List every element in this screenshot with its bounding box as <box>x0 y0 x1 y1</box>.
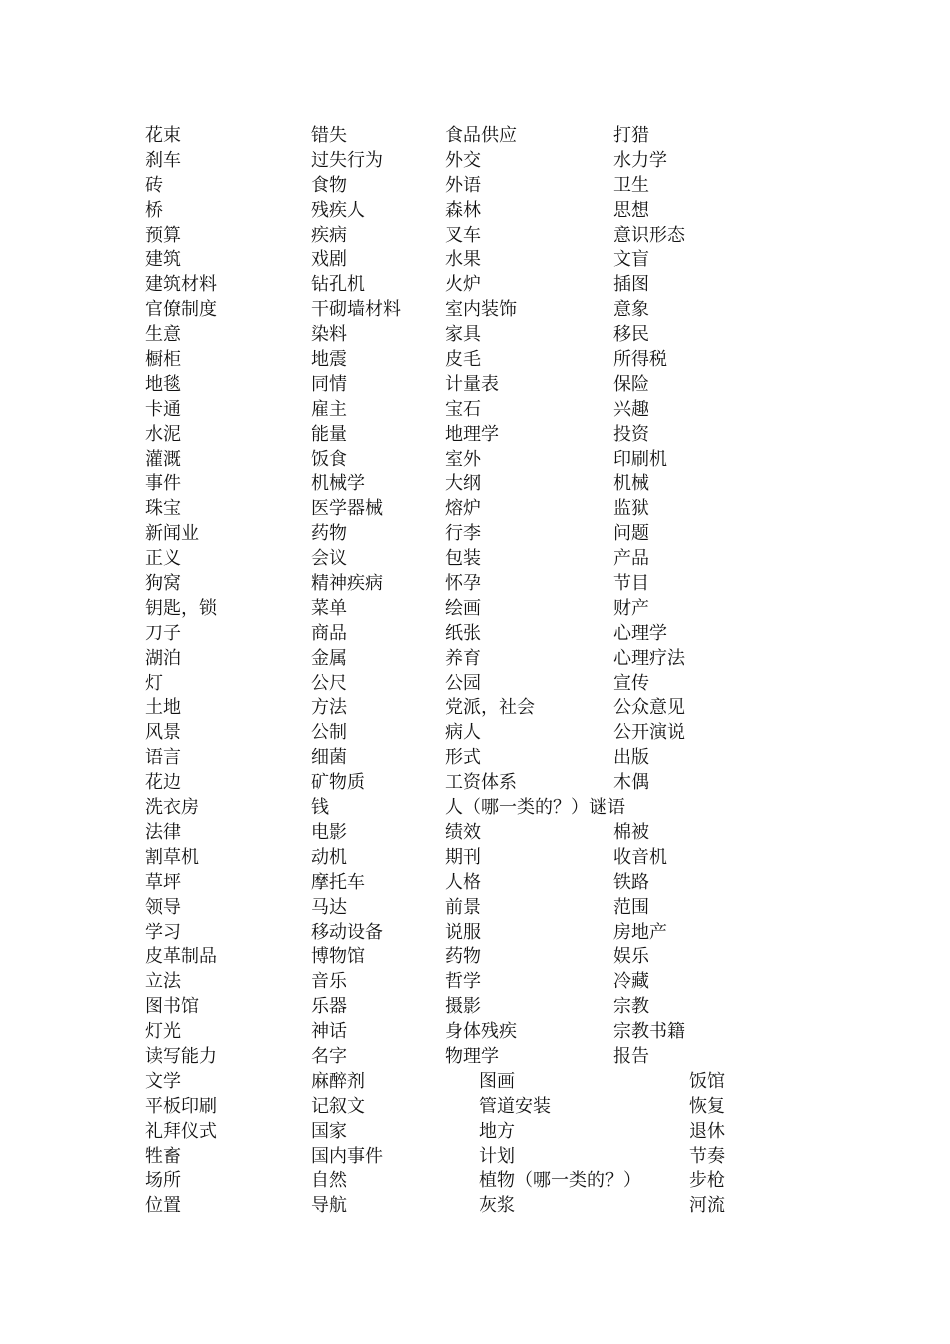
word-cell: 语言 <box>145 747 181 769</box>
word-cell: 名字 <box>311 1045 347 1067</box>
word-cell: 染料 <box>311 324 347 346</box>
word-cell: 保险 <box>613 373 649 395</box>
word-cell: 立法 <box>145 971 181 993</box>
word-row <box>145 647 785 672</box>
word-cell: 皮革制品 <box>145 946 217 968</box>
word-row <box>145 921 785 946</box>
word-cell: 地震 <box>311 349 347 371</box>
word-cell: 药物 <box>445 946 481 968</box>
word-cell: 同情 <box>311 373 347 395</box>
word-cell: 意识形态 <box>613 224 685 246</box>
word-cell: 水果 <box>445 249 481 271</box>
word-cell: 宝石 <box>445 398 481 420</box>
word-row <box>145 1095 785 1120</box>
word-cell: 残疾人 <box>311 199 365 221</box>
word-row <box>145 1145 785 1170</box>
word-cell: 平板印刷 <box>145 1095 217 1117</box>
word-cell: 灌溉 <box>145 448 181 470</box>
word-cell: 工资体系 <box>445 772 517 794</box>
word-cell: 思想 <box>613 199 649 221</box>
word-row <box>145 1045 785 1070</box>
word-cell: 管道安装 <box>479 1095 551 1117</box>
word-row <box>145 423 785 448</box>
word-cell: 饭食 <box>311 448 347 470</box>
word-cell: 期刊 <box>445 846 481 868</box>
word-row <box>145 273 785 298</box>
word-row <box>145 248 785 273</box>
word-row <box>145 323 785 348</box>
word-row <box>145 821 785 846</box>
word-row <box>145 970 785 995</box>
word-cell: 木偶 <box>613 772 649 794</box>
word-cell: 地毯 <box>145 373 181 395</box>
word-cell: 戏剧 <box>311 249 347 271</box>
word-cell: 博物馆 <box>311 946 365 968</box>
word-cell: 房地产 <box>613 921 667 943</box>
word-cell: 宗教 <box>613 996 649 1018</box>
word-cell: 机械 <box>613 473 649 495</box>
word-cell: 礼拜仪式 <box>145 1120 217 1142</box>
word-cell: 钱 <box>311 797 329 819</box>
word-cell: 橱柜 <box>145 349 181 371</box>
word-cell: 砖 <box>145 174 163 196</box>
word-cell: 国家 <box>311 1120 347 1142</box>
word-cell: 建筑 <box>145 249 181 271</box>
word-row <box>145 771 785 796</box>
word-cell: 乐器 <box>311 996 347 1018</box>
word-row <box>145 572 785 597</box>
word-cell: 食品供应 <box>445 125 517 146</box>
word-cell: 火炉 <box>445 274 481 296</box>
word-cell: 室内装饰 <box>445 299 517 321</box>
word-cell: 公园 <box>445 672 481 694</box>
word-cell: 菜单 <box>311 597 347 619</box>
word-cell: 公制 <box>311 722 347 744</box>
word-cell: 心理疗法 <box>613 647 685 669</box>
word-cell: 牲畜 <box>145 1145 181 1167</box>
word-cell: 打猎 <box>613 125 649 146</box>
word-cell: 怀孕 <box>445 573 481 595</box>
word-cell: 摄影 <box>445 996 481 1018</box>
word-cell: 位置 <box>145 1195 181 1217</box>
word-row <box>145 1194 785 1219</box>
word-cell: 意象 <box>613 299 649 321</box>
word-row <box>145 1169 785 1194</box>
word-cell: 金属 <box>311 647 347 669</box>
word-row <box>145 298 785 323</box>
word-cell: 草坪 <box>145 871 181 893</box>
word-cell: 矿物质 <box>311 772 365 794</box>
word-cell: 叉车 <box>445 224 481 246</box>
word-cell: 人格 <box>445 871 481 893</box>
word-cell: 精神疾病 <box>311 573 383 595</box>
word-cell: 河流 <box>689 1195 725 1217</box>
word-row <box>145 348 785 373</box>
word-cell: 报告 <box>613 1045 649 1067</box>
word-cell: 文盲 <box>613 249 649 271</box>
word-cell: 音乐 <box>311 971 347 993</box>
word-row <box>145 448 785 473</box>
word-cell: 风景 <box>145 722 181 744</box>
word-cell: 人（哪一类的？）谜语 <box>445 797 625 819</box>
word-cell: 铁路 <box>613 871 649 893</box>
word-row <box>145 373 785 398</box>
word-row <box>145 124 785 149</box>
word-cell: 导航 <box>311 1195 347 1217</box>
word-cell: 包装 <box>445 548 481 570</box>
word-cell: 印刷机 <box>613 448 667 470</box>
word-cell: 心理学 <box>613 622 667 644</box>
word-cell: 财产 <box>613 597 649 619</box>
word-cell: 纸张 <box>445 622 481 644</box>
word-cell: 地方 <box>479 1120 515 1142</box>
word-row <box>145 672 785 697</box>
word-cell: 湖泊 <box>145 647 181 669</box>
word-cell: 灯 <box>145 672 163 694</box>
word-cell: 干砌墙材料 <box>311 299 401 321</box>
word-row <box>145 796 785 821</box>
word-cell: 药物 <box>311 523 347 545</box>
word-cell: 摩托车 <box>311 871 365 893</box>
word-cell: 恢复 <box>689 1095 725 1117</box>
word-cell: 大纲 <box>445 473 481 495</box>
word-cell: 哲学 <box>445 971 481 993</box>
word-cell: 细菌 <box>311 747 347 769</box>
word-cell: 神话 <box>311 1021 347 1043</box>
word-cell: 灰浆 <box>479 1195 515 1217</box>
word-cell: 收音机 <box>613 846 667 868</box>
word-cell: 狗窝 <box>145 573 181 595</box>
word-cell: 水泥 <box>145 423 181 445</box>
word-row <box>145 472 785 497</box>
word-row <box>145 1120 785 1145</box>
word-cell: 马达 <box>311 896 347 918</box>
word-cell: 森林 <box>445 199 481 221</box>
word-cell: 学习 <box>145 921 181 943</box>
word-cell: 图画 <box>479 1070 515 1092</box>
word-cell: 棉被 <box>613 821 649 843</box>
word-row <box>145 721 785 746</box>
word-cell: 行李 <box>445 523 481 545</box>
word-cell: 室外 <box>445 448 481 470</box>
word-cell: 监狱 <box>613 498 649 520</box>
word-cell: 植物（哪一类的？） <box>479 1170 641 1192</box>
word-cell: 土地 <box>145 697 181 719</box>
word-cell: 正义 <box>145 548 181 570</box>
word-row <box>145 871 785 896</box>
word-cell: 新闻业 <box>145 523 199 545</box>
word-cell: 麻醉剂 <box>311 1070 365 1092</box>
word-cell: 花边 <box>145 772 181 794</box>
word-cell: 产品 <box>613 548 649 570</box>
word-cell: 出版 <box>613 747 649 769</box>
word-cell: 皮毛 <box>445 349 481 371</box>
word-cell: 国内事件 <box>311 1145 383 1167</box>
word-row <box>145 995 785 1020</box>
word-cell: 能量 <box>311 423 347 445</box>
word-cell: 花束 <box>145 125 181 146</box>
word-cell: 洗衣房 <box>145 797 199 819</box>
word-cell: 图书馆 <box>145 996 199 1018</box>
word-row <box>145 597 785 622</box>
word-cell: 食物 <box>311 174 347 196</box>
word-cell: 外交 <box>445 149 481 171</box>
word-cell: 投资 <box>613 423 649 445</box>
word-cell: 桥 <box>145 199 163 221</box>
word-cell: 法律 <box>145 821 181 843</box>
word-cell: 方法 <box>311 697 347 719</box>
word-cell: 疾病 <box>311 224 347 246</box>
word-row <box>145 846 785 871</box>
word-row <box>145 199 785 224</box>
word-cell: 前景 <box>445 896 481 918</box>
word-cell: 读写能力 <box>145 1045 217 1067</box>
word-row <box>145 398 785 423</box>
word-cell: 身体残疾 <box>445 1021 517 1043</box>
word-cell: 移动设备 <box>311 921 383 943</box>
word-row <box>145 622 785 647</box>
word-cell: 记叙文 <box>311 1095 365 1117</box>
word-cell: 节奏 <box>689 1145 725 1167</box>
word-cell: 灯光 <box>145 1021 181 1043</box>
word-cell: 兴趣 <box>613 398 649 420</box>
word-row <box>145 896 785 921</box>
word-cell: 钥匙，锁 <box>145 597 217 619</box>
word-cell: 形式 <box>445 747 481 769</box>
word-cell: 钻孔机 <box>311 274 365 296</box>
word-row <box>145 696 785 721</box>
word-row <box>145 945 785 970</box>
vocabulary-word-list <box>145 124 785 1219</box>
word-cell: 电影 <box>311 821 347 843</box>
word-cell: 退休 <box>689 1120 725 1142</box>
word-cell: 绩效 <box>445 821 481 843</box>
word-cell: 移民 <box>613 324 649 346</box>
word-cell: 雇主 <box>311 398 347 420</box>
word-row <box>145 547 785 572</box>
word-row <box>145 1070 785 1095</box>
word-cell: 事件 <box>145 473 181 495</box>
word-cell: 动机 <box>311 846 347 868</box>
word-cell: 娱乐 <box>613 946 649 968</box>
word-cell: 说服 <box>445 921 481 943</box>
word-row <box>145 1020 785 1045</box>
word-cell: 家具 <box>445 324 481 346</box>
word-row <box>145 149 785 174</box>
word-cell: 宗教书籍 <box>613 1021 685 1043</box>
word-cell: 绘画 <box>445 597 481 619</box>
word-cell: 刀子 <box>145 622 181 644</box>
word-cell: 计量表 <box>445 373 499 395</box>
word-cell: 错失 <box>311 125 347 146</box>
word-cell: 刹车 <box>145 149 181 171</box>
word-cell: 物理学 <box>445 1045 499 1067</box>
word-cell: 范围 <box>613 896 649 918</box>
word-cell: 外语 <box>445 174 481 196</box>
word-cell: 生意 <box>145 324 181 346</box>
word-cell: 党派，社会 <box>445 697 535 719</box>
word-cell: 机械学 <box>311 473 365 495</box>
word-cell: 步枪 <box>689 1170 725 1192</box>
word-cell: 冷藏 <box>613 971 649 993</box>
word-cell: 自然 <box>311 1170 347 1192</box>
word-cell: 养育 <box>445 647 481 669</box>
word-cell: 公开演说 <box>613 722 685 744</box>
word-cell: 文学 <box>145 1070 181 1092</box>
word-cell: 领导 <box>145 896 181 918</box>
word-cell: 熔炉 <box>445 498 481 520</box>
word-cell: 宣传 <box>613 672 649 694</box>
word-cell: 医学器械 <box>311 498 383 520</box>
word-cell: 水力学 <box>613 149 667 171</box>
word-cell: 会议 <box>311 548 347 570</box>
word-cell: 官僚制度 <box>145 299 217 321</box>
word-cell: 病人 <box>445 722 481 744</box>
word-cell: 割草机 <box>145 846 199 868</box>
word-cell: 计划 <box>479 1145 515 1167</box>
word-row <box>145 746 785 771</box>
word-cell: 场所 <box>145 1170 181 1192</box>
word-row <box>145 174 785 199</box>
word-cell: 地理学 <box>445 423 499 445</box>
word-cell: 所得税 <box>613 349 667 371</box>
word-cell: 节目 <box>613 573 649 595</box>
word-cell: 过失行为 <box>311 149 383 171</box>
word-cell: 插图 <box>613 274 649 296</box>
word-cell: 公尺 <box>311 672 347 694</box>
word-cell: 饭馆 <box>689 1070 725 1092</box>
word-row <box>145 522 785 547</box>
word-cell: 卫生 <box>613 174 649 196</box>
word-cell: 珠宝 <box>145 498 181 520</box>
word-cell: 问题 <box>613 523 649 545</box>
word-cell: 预算 <box>145 224 181 246</box>
word-row <box>145 497 785 522</box>
word-row <box>145 224 785 249</box>
word-cell: 卡通 <box>145 398 181 420</box>
word-cell: 公众意见 <box>613 697 685 719</box>
word-cell: 商品 <box>311 622 347 644</box>
word-cell: 建筑材料 <box>145 274 217 296</box>
